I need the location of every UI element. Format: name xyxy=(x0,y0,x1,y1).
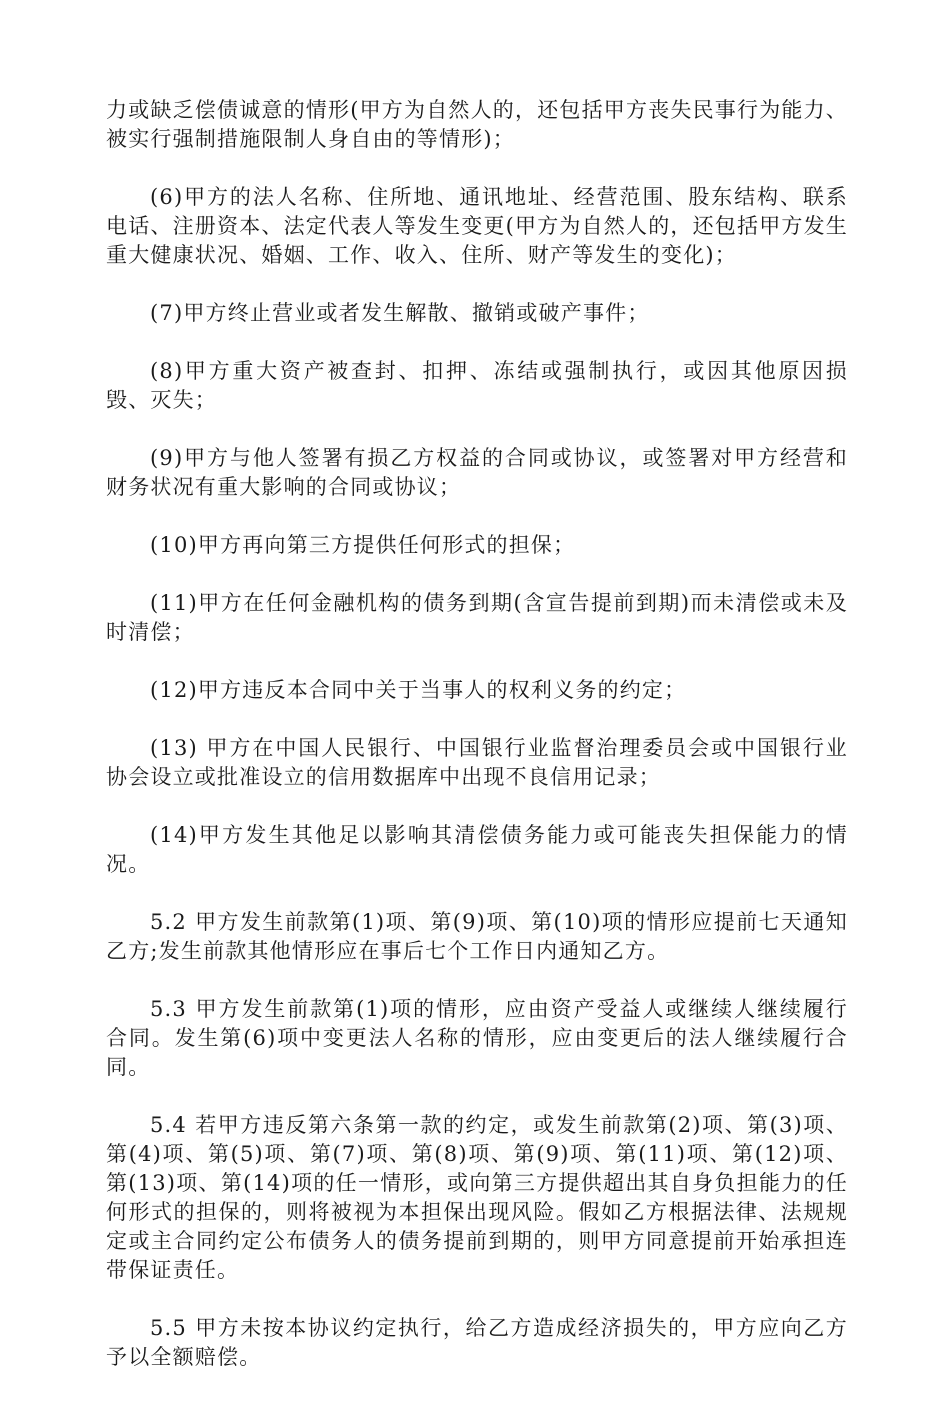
paragraph-clause-5-5: 5.5 甲方未按本协议约定执行，给乙方造成经济损失的，甲方应向乙方予以全额赔偿。 xyxy=(106,1316,848,1369)
paragraph-item-10: (10)甲方再向第三方提供任何形式的担保； xyxy=(150,533,576,557)
document-body xyxy=(106,96,848,1401)
paragraph-clause-5-2: 5.2 甲方发生前款第(1)项、第(9)项、第(10)项的情形应提前七天通知乙方;发生前款其他情形应在事后七个工作日内通知乙方。 xyxy=(106,910,848,963)
paragraph-item-7: (7)甲方终止营业或者发生解散、撤销或破产事件； xyxy=(150,301,650,325)
paragraph-item-9: (9)甲方与他人签署有损乙方权益的合同或协议，或签署对甲方经营和财务状况有重大影响的合同或协议； xyxy=(106,446,848,499)
paragraph-clause-5-3: 5.3 甲方发生前款第(1)项的情形，应由资产受益人或继续人继续履行合同。发生第(6)项中变更法人名称的情形，应由变更后的法人继续履行合同。 xyxy=(106,997,848,1079)
paragraph-item-11: (11)甲方在任何金融机构的债务到期(含宣告提前到期)而未清偿或未及时清偿； xyxy=(106,591,848,644)
paragraph-item-13: (13) 甲方在中国人民银行、中国银行业监督治理委员会或中国银行业协会设立或批准设立的信用数据库中出现不良信用记录； xyxy=(106,736,848,789)
paragraph-item-6: (6)甲方的法人名称、住所地、通讯地址、经营范围、股东结构、联系电话、注册资本、法定代表人等发生变更(甲方为自然人的，还包括甲方发生重大健康状况、婚姻、工作、收入、住所、财产等发生的变化)； xyxy=(106,185,848,267)
paragraph-continuation: 力或缺乏偿债诚意的情形(甲方为自然人的，还包括甲方丧失民事行为能力、被实行强制措施限制人身自由的等情形)； xyxy=(106,98,848,151)
paragraph-item-12: (12)甲方违反本合同中关于当事人的权利义务的约定； xyxy=(150,678,687,702)
paragraph-item-8: (8)甲方重大资产被查封、扣押、冻结或强制执行，或因其他原因损毁、灭失； xyxy=(106,359,848,412)
paragraph-item-14: (14)甲方发生其他足以影响其清偿债务能力或可能丧失担保能力的情况。 xyxy=(106,823,848,876)
paragraph-clause-5-4: 5.4 若甲方违反第六条第一款的约定，或发生前款第(2)项、第(3)项、第(4)项、第(5)项、第(7)项、第(8)项、第(9)项、第(11)项、第(12)项、第(13)项、第(14)项的任一情形，或向第三方提供超出其自身负担能力的任何形式的担保的，则将被视为本担保出现风险。假如乙方根据法律、法规规定或主合同约定公布债务人的债务提前到期的，则甲方同意提前开始承担连带保证责任。 xyxy=(106,1113,848,1282)
